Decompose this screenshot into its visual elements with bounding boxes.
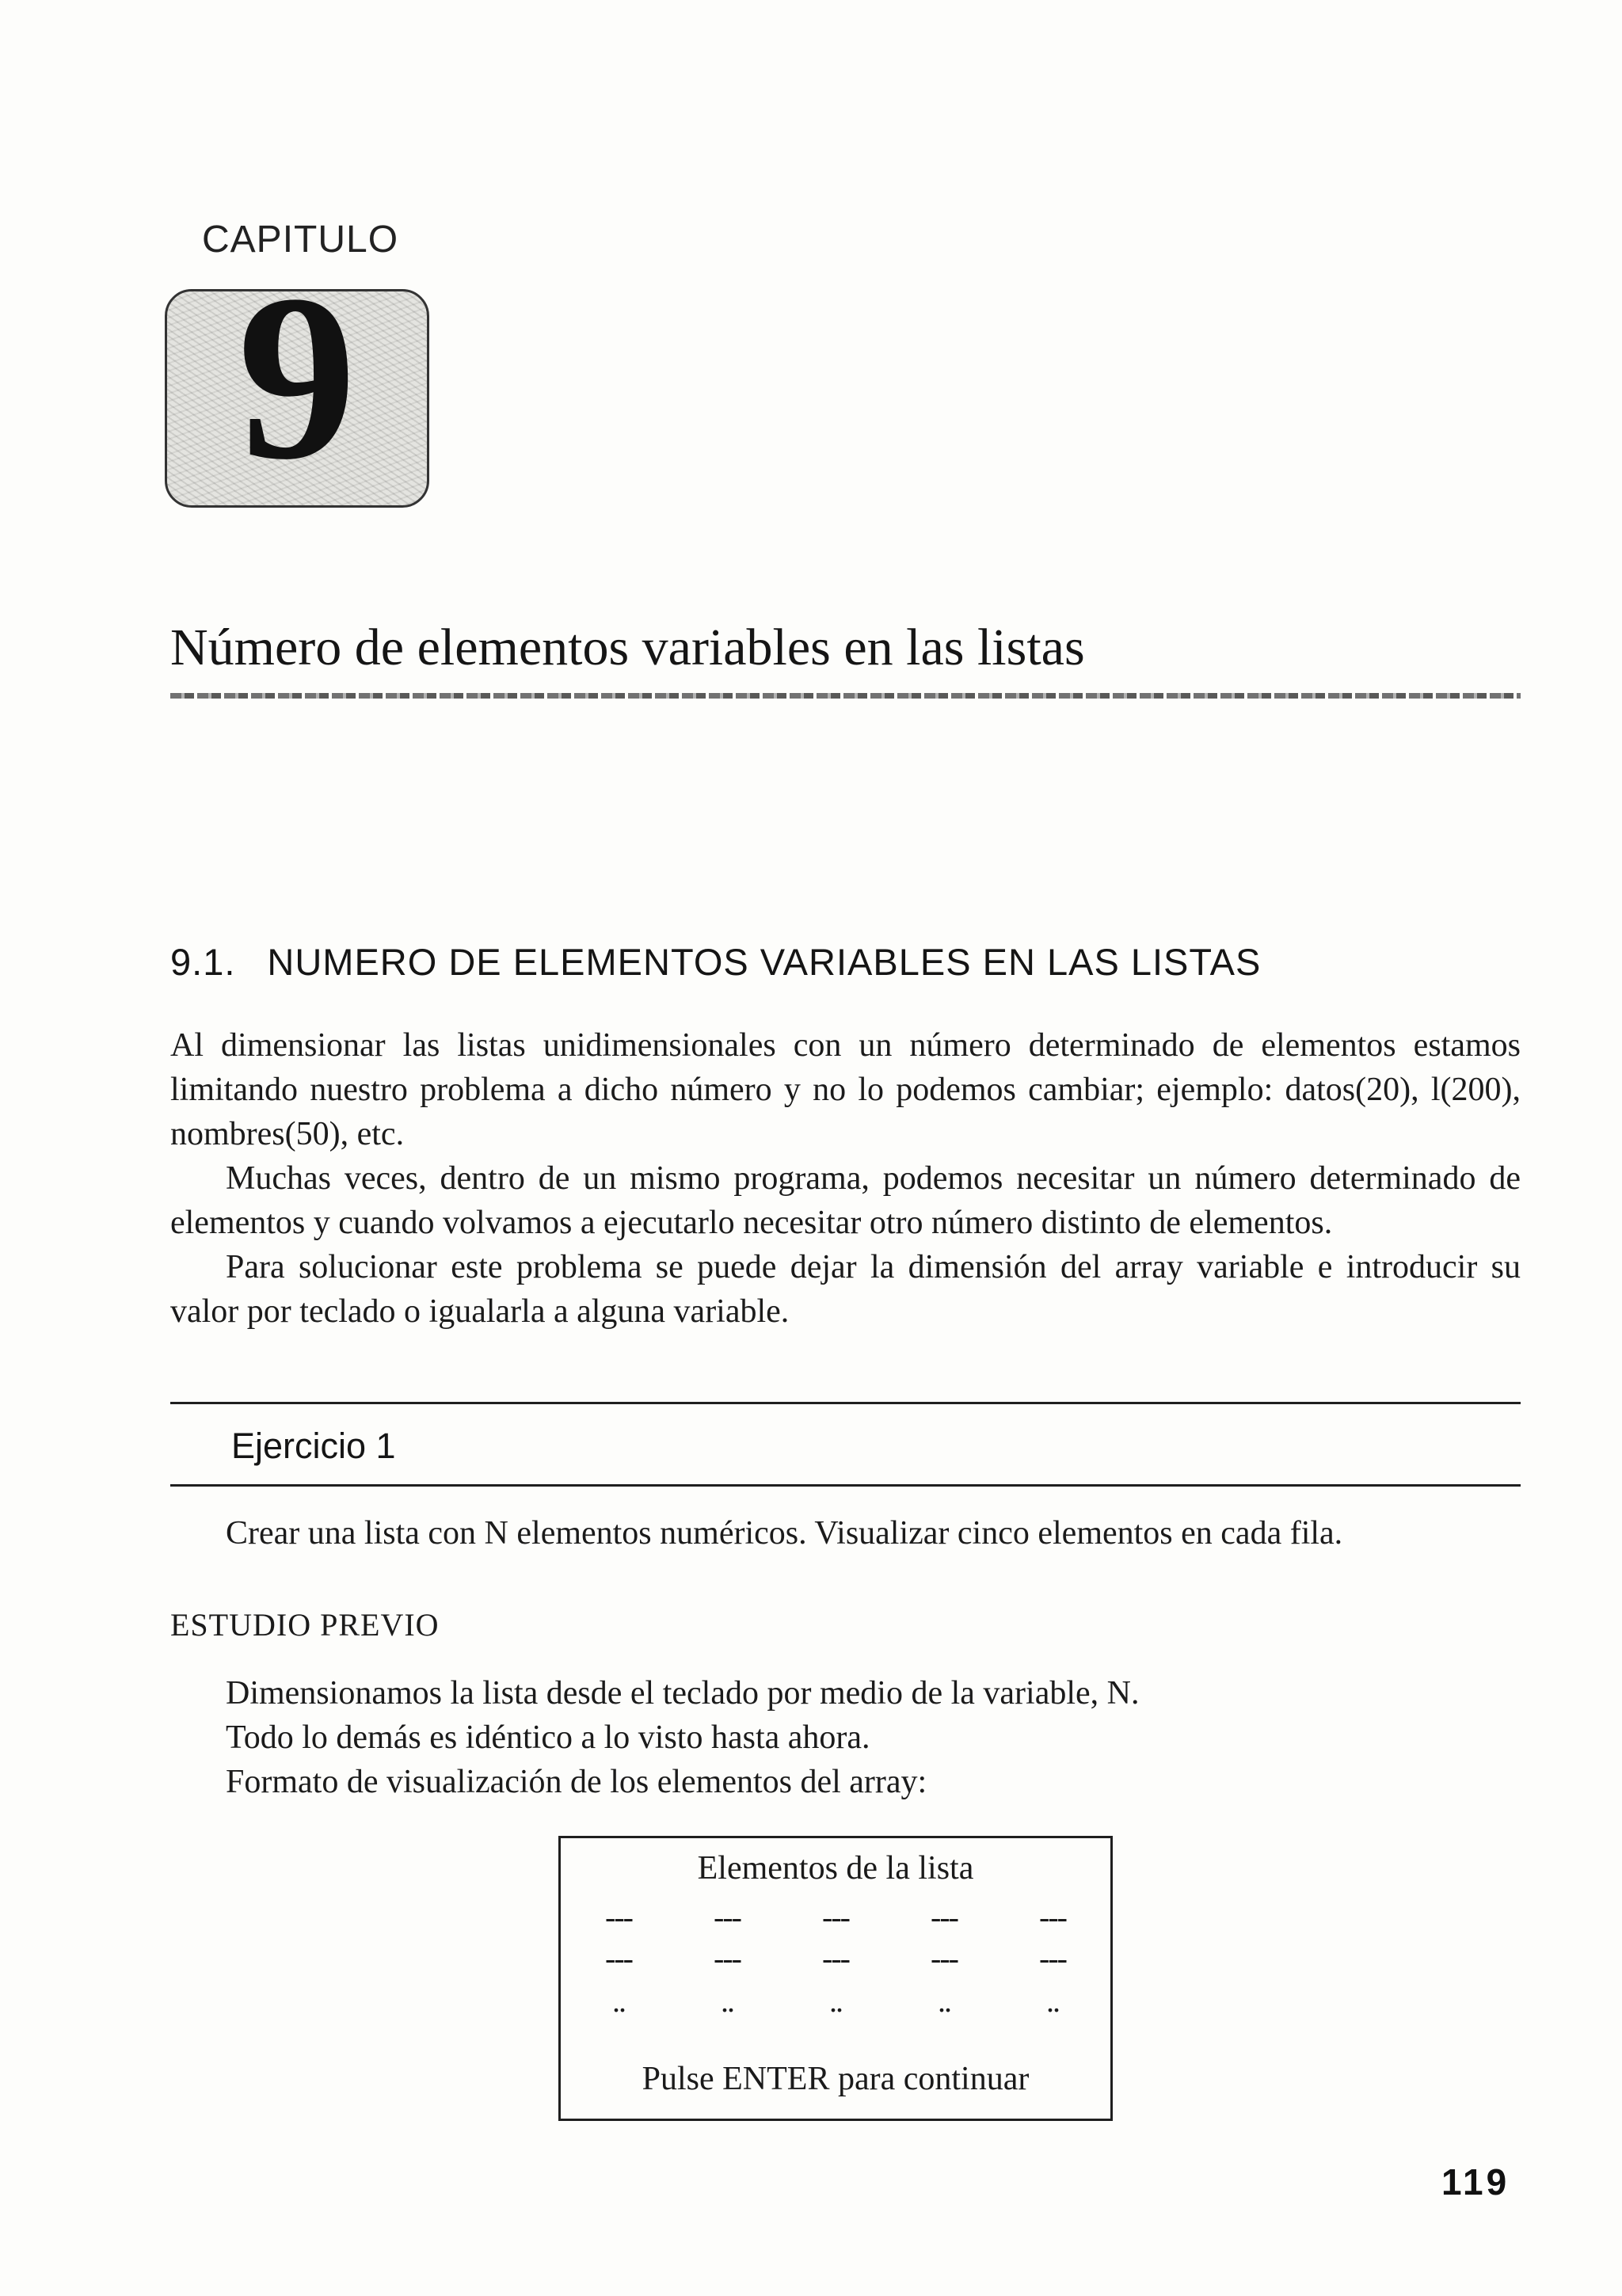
paragraph: Para solucionar este problema se puede dejar la dimensión del array variable e introducir su valor por teclado o igualarla a alguna variable.	[170, 1249, 1521, 1330]
dash-placeholder: ---	[1039, 1940, 1066, 1976]
section-body	[170, 1023, 1521, 1334]
dots-placeholder: ..	[612, 1983, 625, 2019]
previous-study-text	[226, 1671, 1139, 1804]
display-format-box	[558, 1836, 1113, 2121]
exercise-statement: Crear una lista con N elementos numéricos. Visualizar cinco elementos en cada fila.	[226, 1515, 1343, 1552]
dash-placeholder: ---	[605, 1899, 632, 1935]
paragraph: Al dimensionar las listas unidimensionales con un número determinado de elementos estamos limitando nuestro problema a dicho número y no lo podemos cambiar; ejemplo: datos(20), l(200), nombres(50), etc.	[170, 1027, 1521, 1152]
format-row	[583, 1940, 1088, 1977]
dash-placeholder: ---	[822, 1940, 849, 1976]
dots-placeholder: ..	[721, 1983, 733, 2019]
exercise-top-rule	[170, 1402, 1521, 1404]
page-number: 119	[1441, 2161, 1510, 2203]
previous-study-line: Todo lo demás es idéntico a lo visto hasta ahora.	[226, 1719, 870, 1756]
paragraph: Muchas veces, dentro de un mismo programa, podemos necesitar un número determinado de elementos y cuando volvamos a ejecutarlo necesitar otro número distinto de elementos.	[170, 1160, 1521, 1241]
format-row	[583, 1982, 1088, 2020]
previous-study-line: Dimensionamos la lista desde el teclado por medio de la variable, N.	[226, 1675, 1140, 1712]
exercise-bottom-rule	[170, 1484, 1521, 1487]
exercise-label: Ejercicio 1	[231, 1426, 396, 1466]
title-divider	[170, 693, 1521, 699]
dash-placeholder: ---	[605, 1940, 632, 1976]
section-heading	[170, 940, 1261, 984]
format-box-title: Elementos de la lista	[697, 1850, 974, 1887]
section-number: 9.1.	[170, 941, 236, 983]
dots-placeholder: ..	[1046, 1983, 1059, 2019]
chapter-number-badge	[165, 289, 429, 508]
dots-placeholder: ..	[829, 1983, 842, 2019]
dash-placeholder: ---	[714, 1899, 741, 1935]
dash-placeholder: ---	[1039, 1899, 1066, 1935]
chapter-title: Número de elementos variables en las listas	[170, 619, 1085, 676]
chapter-label: CAPITULO	[202, 219, 399, 261]
format-box-footer: Pulse ENTER para continuar	[642, 2061, 1030, 2097]
dash-placeholder: ---	[931, 1940, 958, 1976]
dash-placeholder: ---	[931, 1899, 958, 1935]
section-title: NUMERO DE ELEMENTOS VARIABLES EN LAS LISTAS	[267, 941, 1262, 983]
chapter-number: 9	[238, 289, 356, 508]
dots-placeholder: ..	[938, 1983, 950, 2019]
dash-placeholder: ---	[714, 1940, 741, 1976]
dash-placeholder: ---	[822, 1899, 849, 1935]
format-row	[583, 1898, 1088, 1936]
previous-study-label: ESTUDIO PREVIO	[170, 1607, 440, 1643]
previous-study-line: Formato de visualización de los elementos del array:	[226, 1764, 927, 1800]
